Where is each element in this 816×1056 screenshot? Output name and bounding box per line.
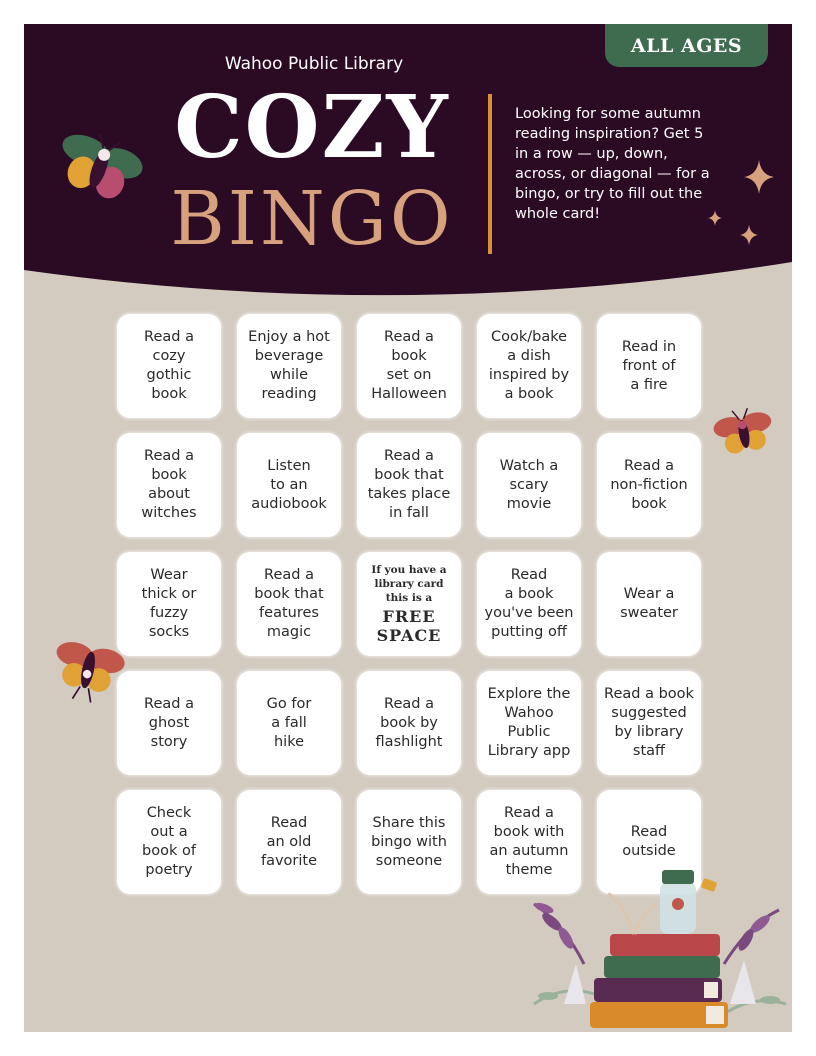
bingo-cell: Wear thick or fuzzy socks (119, 554, 219, 654)
bingo-grid (119, 316, 699, 892)
bingo-cell: Enjoy a hot beverage while reading (239, 316, 339, 416)
bingo-cell-free-space (359, 554, 459, 654)
title-bingo: BINGO (170, 176, 454, 262)
bingo-cell: Read a book that takes place in fall (359, 435, 459, 535)
intro-text: Looking for some autumn reading inspiration? Get 5 in a row — up, down, across, or diagonal — for a bingo, or try to fill out the whole card! (515, 106, 710, 222)
bingo-cell: Read a book set on Halloween (359, 316, 459, 416)
bingo-card-page (24, 24, 792, 1032)
bingo-cell: Go for a fall hike (239, 673, 339, 773)
sparkle-icon (744, 160, 774, 194)
bingo-cell: Read a ghost story (119, 673, 219, 773)
bingo-cell: Listen to an audiobook (239, 435, 339, 535)
bingo-cell: Explore the Wahoo Public Library app (479, 673, 579, 773)
bingo-cell: Read a book you've been putting off (479, 554, 579, 654)
title-cozy: COZY (174, 77, 450, 178)
bingo-cell: Read a book about witches (119, 435, 219, 535)
bingo-cell: Read a cozy gothic book (119, 316, 219, 416)
moth-icon (710, 402, 778, 466)
bingo-cell: Share this bingo with someone (359, 792, 459, 892)
free-space-caption: If you have a library card this is a (371, 564, 447, 604)
title-divider (488, 94, 492, 254)
library-name: Wahoo Public Library (224, 54, 404, 74)
bingo-cell: Wear a sweater (599, 554, 699, 654)
bingo-cell: Read a book suggested by library staff (599, 673, 699, 773)
bingo-cell: Read an old favorite (239, 792, 339, 892)
sparkle-icon (740, 224, 758, 246)
sparkle-icon (708, 210, 722, 226)
bingo-cell: Check out a book of poetry (119, 792, 219, 892)
books-stack-illustration (524, 864, 792, 1032)
bingo-cell: Read a non-fiction book (599, 435, 699, 535)
bingo-cell: Read a book that features magic (239, 554, 339, 654)
bingo-cell: Cook/bake a dish inspired by a book (479, 316, 579, 416)
moth-icon (54, 124, 144, 214)
bingo-cell: Read in front of a fire (599, 316, 699, 416)
free-space-label: FREE SPACE (376, 607, 442, 645)
all-ages-badge: ALL AGES (605, 24, 768, 67)
bingo-cell: Watch a scary movie (479, 435, 579, 535)
bingo-cell: Read outside (599, 792, 699, 892)
bingo-cell: Read a book with an autumn theme (479, 792, 579, 892)
moth-icon (46, 632, 130, 708)
jar-icon (660, 870, 717, 934)
bingo-cell: Read a book by flashlight (359, 673, 459, 773)
